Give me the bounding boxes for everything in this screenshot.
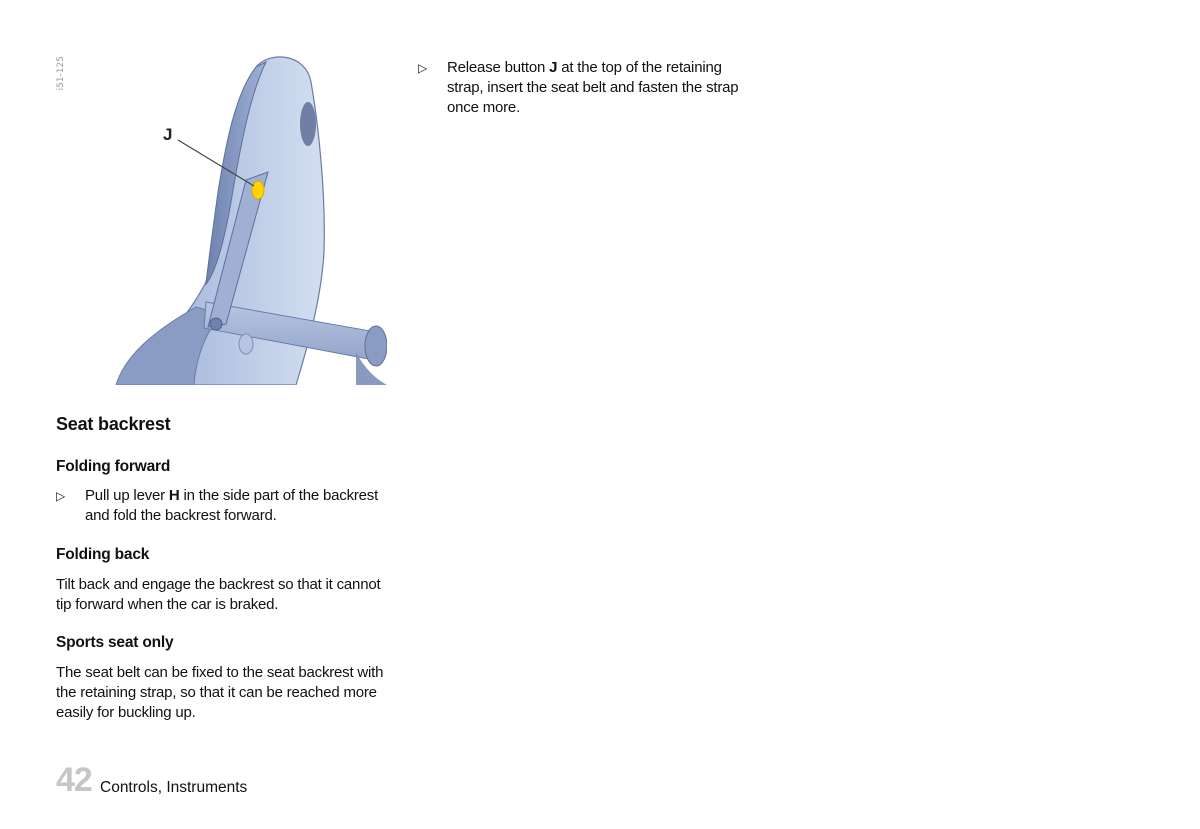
headrest-hole: [300, 102, 316, 146]
section-heading: Seat backrest: [56, 414, 171, 434]
page-number: 42: [56, 761, 92, 799]
folding-forward-step: [56, 486, 396, 528]
release-button-step: [418, 58, 758, 120]
lever-key: H: [168, 487, 180, 504]
seat-backrest-drawing: [56, 52, 387, 385]
strap-pivot: [210, 318, 222, 330]
step-arrow-icon: ▷: [56, 489, 66, 503]
sports-seat-heading: Sports seat only: [56, 634, 174, 651]
folding-forward-step-text: Pull up lever H in the side part of the backrest and fold the backrest forward.: [85, 487, 379, 524]
folding-forward-heading: Folding forward: [56, 458, 171, 475]
sports-seat-text: The seat belt can be fixed to the seat backrest with the retaining strap, so that it can be reached more easily for buckling up.: [56, 664, 384, 721]
seat-illustration: [56, 52, 387, 385]
callout-label-j: J: [163, 125, 173, 144]
release-button-step-text: Release button J at the top of the retaining strap, insert the seat belt and fasten the strap once more.: [447, 59, 739, 116]
rod-end: [365, 326, 387, 366]
step-arrow-icon: ▷: [418, 61, 428, 75]
figure-code: i51-125: [56, 56, 66, 91]
button-key: J: [549, 59, 558, 76]
folding-back-text: Tilt back and engage the backrest so that it cannot tip forward when the car is braked.: [56, 576, 381, 613]
footer-section-name: Controls, Instruments: [100, 779, 248, 796]
release-button-j: [252, 181, 264, 199]
folding-back-heading: Folding back: [56, 546, 150, 563]
